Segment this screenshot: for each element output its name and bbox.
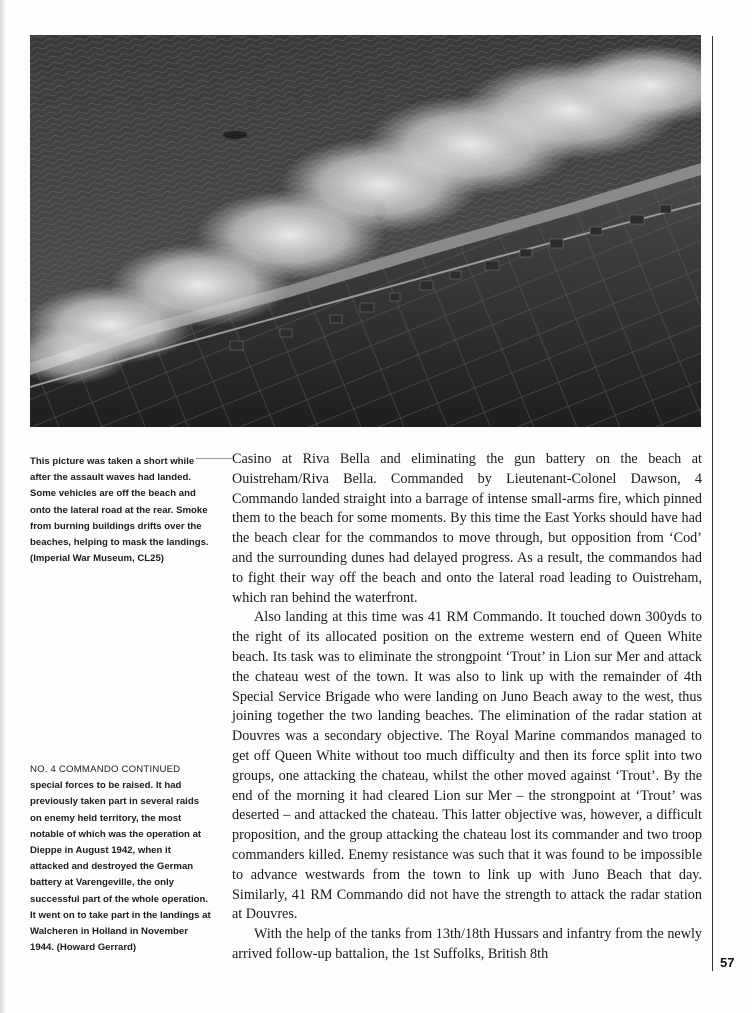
body-paragraph: Also landing at this time was 41 RM Commando. It touched down 300yds to the right of its allocated position on the extreme western end of Queen White beach. Its task was to eliminate the strongpoint ‘Trout’ in Lion sur Mer and attack the chateau west of the town. It was also to link up with the remainder of 4th Special Service Brigade who were landing on Juno Beach away to the west, thus joining together the two landing beaches. The elimination of the radar station at Douvres was a secondary objective. The Royal Marine commandos managed to get off Queen White without too much difficulty and then its force split into two groups, one attacking the chateau, whilst the other moved against ‘Trout’. By the end of the morning it had cleared Lion sur Mer – the strongpoint at ‘Trout’ was deserted – and attacked the chateau. This latter objective was, however, a difficult proposition, and the group attacking the chateau lost its commander and two troop commanders killed. Enemy resistance was such that it was found to be impossible to advance westwards from the town to link up with Juno Beach that day. Similarly, 41 RM Commando did not have the strength to attack the radar station at Douvres. [232,609,702,923]
aerial-photo-illustration [30,35,701,427]
page-number: 57 [720,955,735,970]
aerial-photograph [30,35,701,427]
body-paragraph: Casino at Riva Bella and eliminating the gun battery on the beach at Ouistreham/Riva Bella. Commanded by Lieutenant-Colonel Dawson, 4 Commando landed straight into a barrage of intense small-arms fire, which pinned them to the beach for some moments. By this time the East Yorks should have had the beach clear for the commandos to move through, but opposition from ‘Cod’ and the surrounding dunes had delayed progress. As a result, the commandos had to fight their way off the beach and onto the lateral road leading to Ouistreham, which ran behind the waterfront. [232,451,702,606]
photo-caption: This picture was taken a short while after the assault waves had landed. Some vehicles are off the beach and onto the lateral road at the rear. Smoke from burning buildings drifts over the beaches, helping to mask the landings. (Imperial War Museum, CL25) [30,456,209,565]
sidebar-caption-heading: NO. 4 COMMANDO CONTINUED [30,764,181,775]
column-rule [712,36,713,971]
page-gutter-shadow [0,0,6,1013]
sidebar-caption-text: special forces to be raised. It had previously taken part in several raids on enemy held territory, the most notable of which was the operation at Dieppe in August 1942, when it attacked and destroyed the German battery at Varengeville, the only successful part of the whole operation. It went on to take part in the landings at Walcheren in Holland in November 1944. (Howard Gerrard) [30,780,211,954]
body-paragraph: With the help of the tanks from 13th/18th Hussars and infantry from the newly arrived follow-up battalion, the 1st Suffolks, British 8th [232,926,702,962]
sidebar-caption [30,762,212,956]
body-text-column [232,450,702,965]
